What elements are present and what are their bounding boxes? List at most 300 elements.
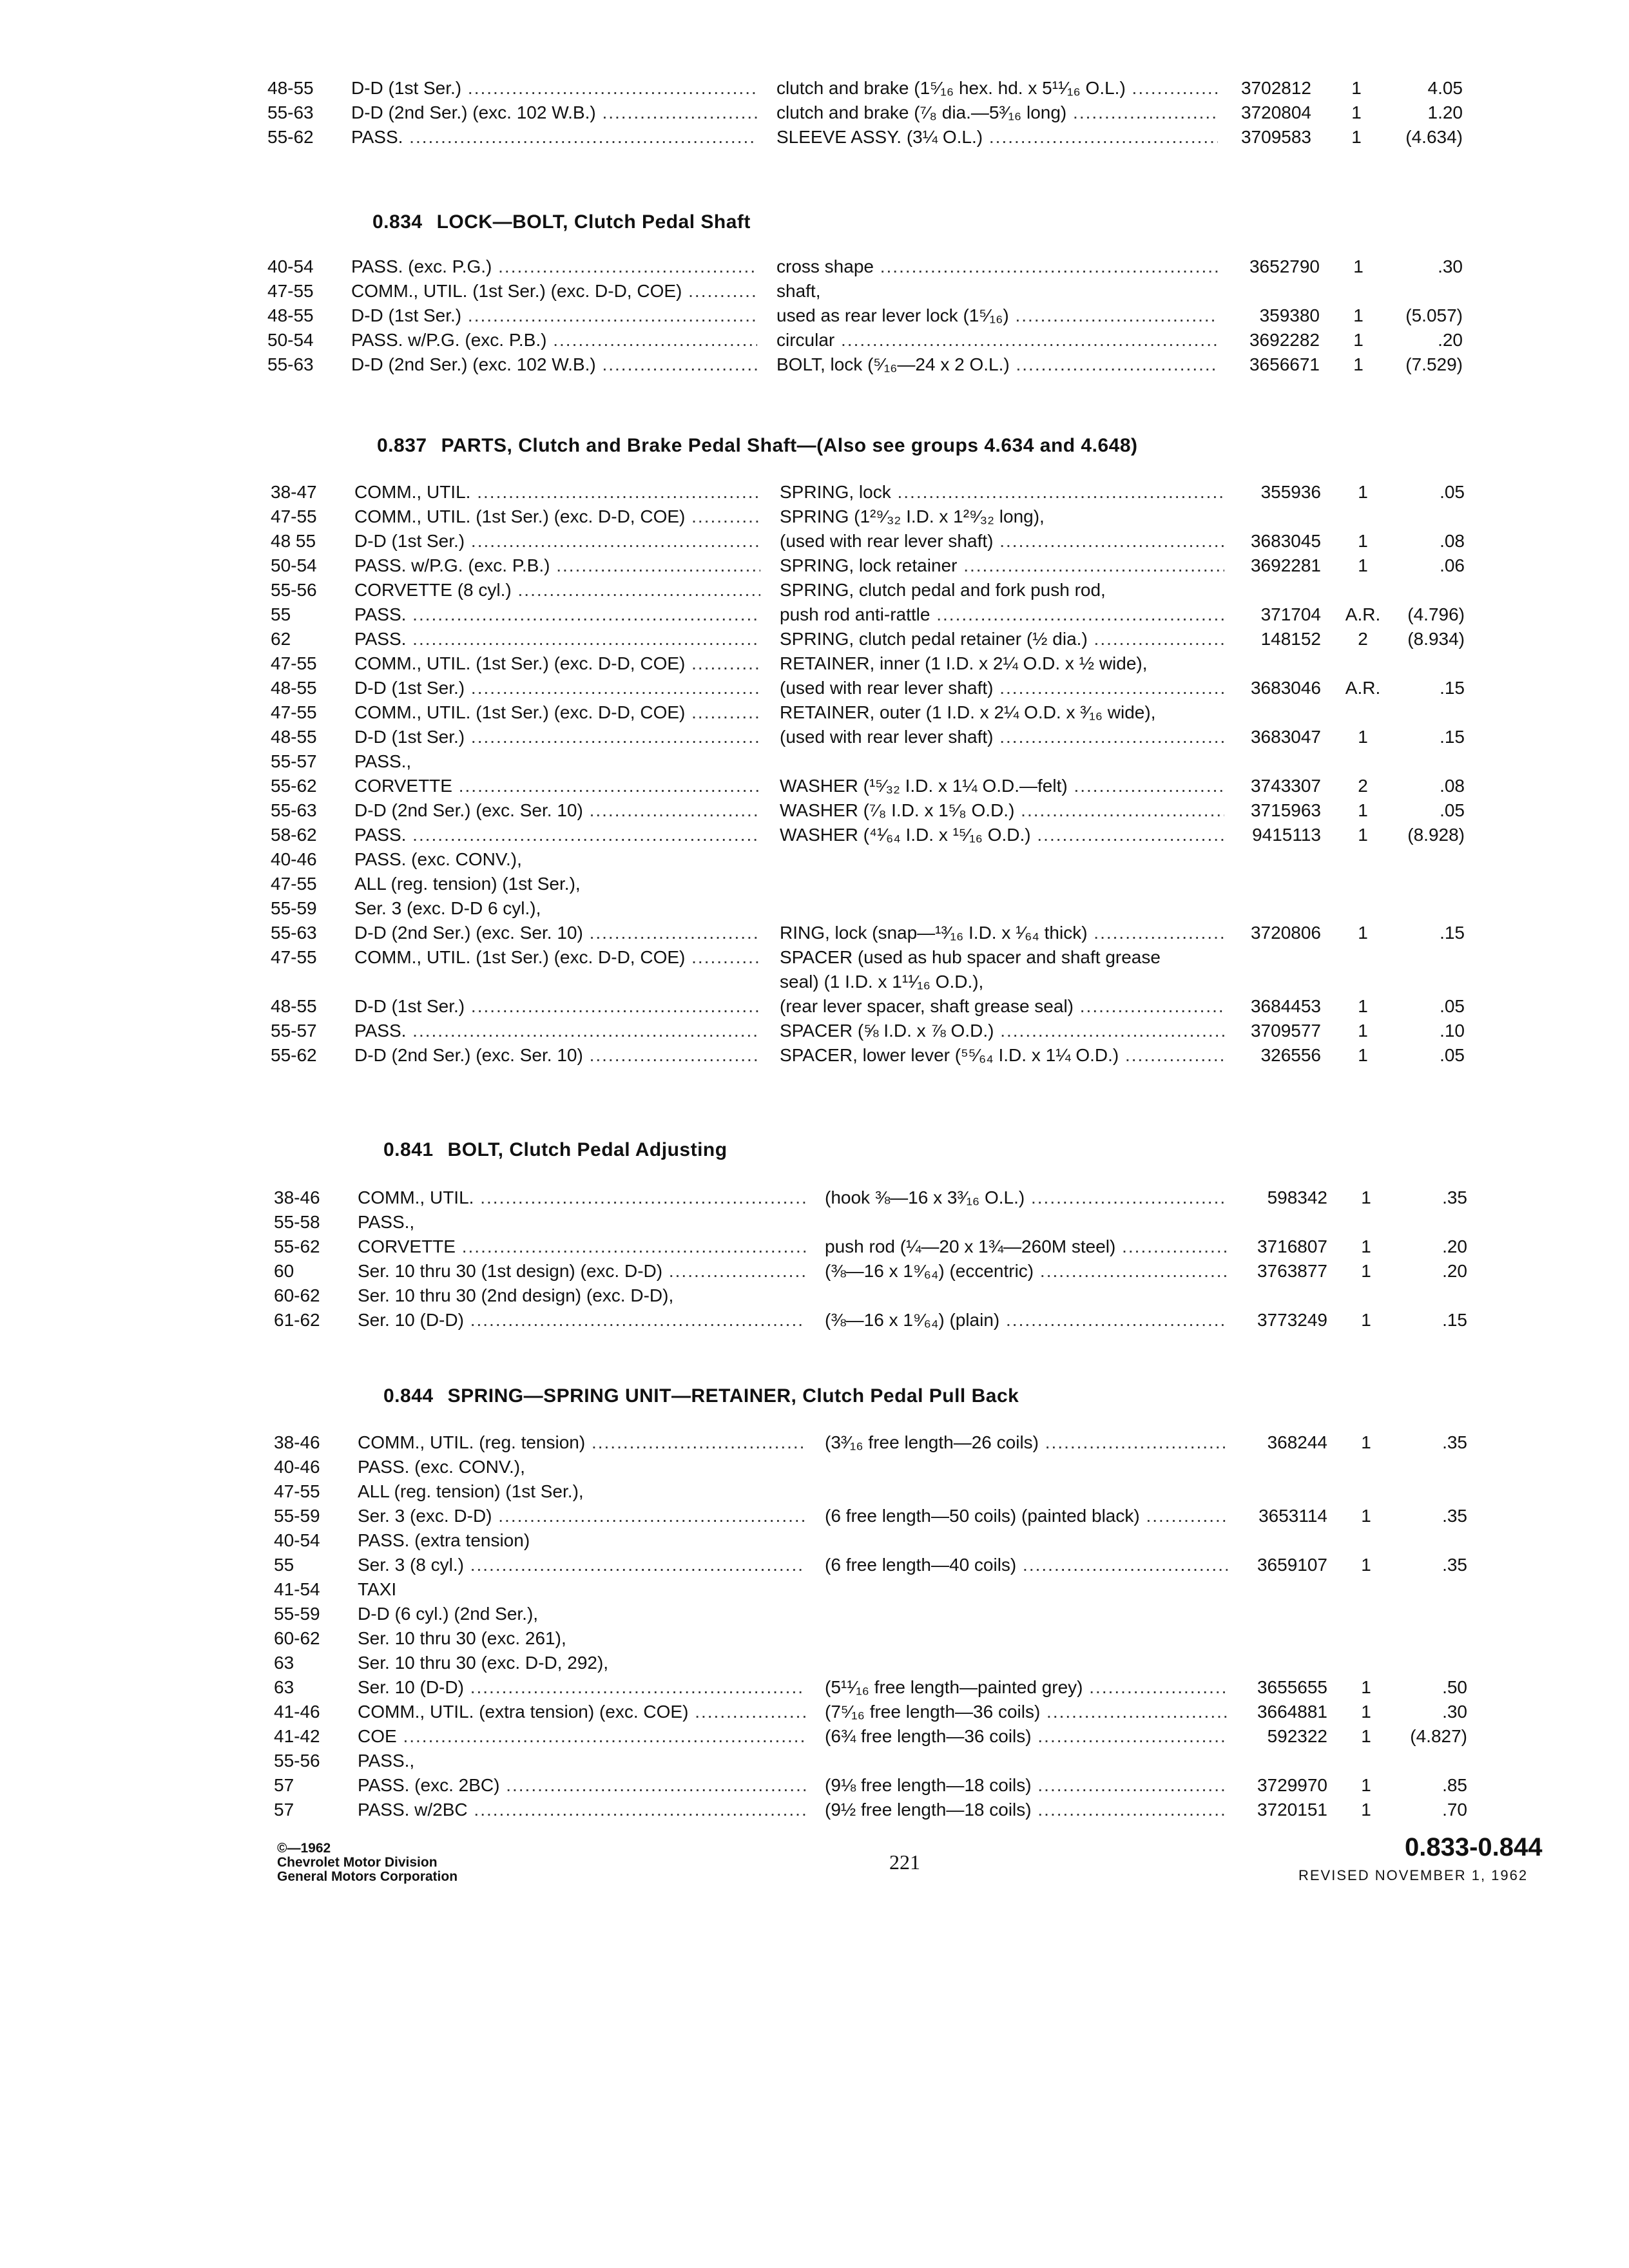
model-cell: Ser. 3 (exc. D-D) ..... <box>358 1504 805 1528</box>
group-cell: .35 <box>1442 1506 1467 1526</box>
description-cell: (used with rear lever shaft) ..... <box>780 529 1224 553</box>
quantity-cell: 1 <box>1358 482 1368 502</box>
parts-row <box>274 1577 1577 1602</box>
description-cell: cross shape ..... <box>776 255 1218 279</box>
model-cell: PASS. ..... <box>351 125 757 149</box>
description-cell: seal) (1 I.D. x 1¹¹⁄₁₆ O.D.), <box>780 972 984 992</box>
group-cell: .35 <box>1442 1187 1467 1207</box>
parts-row <box>271 505 1577 529</box>
parts-row <box>274 1430 1577 1455</box>
part-number-cell: 592322 <box>1267 1726 1327 1746</box>
description-cell: circular ..... <box>776 328 1218 352</box>
model-cell: Ser. 10 (D-D) ..... <box>358 1308 805 1332</box>
description-cell: (6¾ free length—36 coils) ..... <box>825 1724 1228 1749</box>
quantity-cell: 1 <box>1361 1775 1371 1795</box>
parts-row <box>271 676 1577 700</box>
parts-row <box>271 725 1577 749</box>
quantity-cell: 1 <box>1353 256 1364 276</box>
years-cell: 38-47 <box>271 482 317 502</box>
group-cell: .15 <box>1440 923 1465 943</box>
group-cell: .05 <box>1440 1045 1465 1065</box>
footer-division: Chevrolet Motor Division <box>277 1855 438 1870</box>
model-cell: PASS. (exc. P.G.) ..... <box>351 255 757 279</box>
years-cell: 63 <box>274 1677 294 1697</box>
quantity-cell: 1 <box>1353 354 1364 374</box>
parts-row <box>274 1626 1577 1651</box>
part-number-cell: 3720804 <box>1240 102 1311 122</box>
parts-row <box>274 1724 1577 1749</box>
footer-corporation: General Motors Corporation <box>277 1869 458 1884</box>
description-cell: WASHER (¹⁵⁄₃₂ I.D. x 1¼ O.D.—felt) ..... <box>780 774 1224 798</box>
model-cell: CORVETTE ..... <box>358 1235 805 1259</box>
description-cell: (7⁵⁄₁₆ free length—36 coils) ..... <box>825 1700 1228 1724</box>
part-number-cell: 3720806 <box>1250 923 1321 943</box>
years-cell: 62 <box>271 629 291 649</box>
group-cell: .35 <box>1442 1555 1467 1575</box>
years-cell: 55 <box>274 1555 294 1575</box>
description-cell: (used with rear lever shaft) ..... <box>780 676 1224 700</box>
part-number-cell: 3655655 <box>1257 1677 1327 1697</box>
parts-row <box>267 352 1577 377</box>
quantity-cell: 1 <box>1361 1555 1371 1575</box>
model-cell: PASS. (extra tension) <box>358 1530 530 1550</box>
parts-row <box>274 1210 1577 1235</box>
years-cell: 60 <box>274 1261 294 1281</box>
description-cell: (9½ free length—18 coils) ..... <box>825 1798 1228 1822</box>
years-cell: 40-54 <box>274 1530 320 1550</box>
section-heading: SPRING—SPRING UNIT—RETAINER, Clutch Pedal Pull Back <box>447 1385 1019 1407</box>
parts-row <box>271 774 1577 798</box>
parts-row <box>267 101 1577 125</box>
part-number-cell: 326556 <box>1260 1045 1321 1065</box>
group-cell: .85 <box>1442 1775 1467 1795</box>
model-cell: D-D (1st Ser.) ..... <box>354 676 760 700</box>
years-cell: 48 55 <box>271 531 316 551</box>
parts-row <box>271 651 1577 676</box>
group-cell: .30 <box>1442 1702 1467 1722</box>
model-cell: D-D (2nd Ser.) (exc. Ser. 10) ..... <box>354 1043 760 1068</box>
parts-row <box>267 125 1577 149</box>
quantity-cell: 1 <box>1358 996 1368 1016</box>
group-cell: (8.928) <box>1407 825 1465 845</box>
section-heading: LOCK—BOLT, Clutch Pedal Shaft <box>436 211 751 233</box>
parts-row <box>271 480 1577 505</box>
description-cell: SPRING, lock retainer ..... <box>780 553 1224 578</box>
quantity-cell: 1 <box>1353 330 1364 350</box>
group-cell: 1.20 <box>1427 102 1463 122</box>
years-cell: 47-55 <box>267 281 314 301</box>
quantity-cell: 1 <box>1353 305 1364 325</box>
model-cell: COMM., UTIL. (1st Ser.) (exc. D-D, COE) ..... <box>354 945 760 970</box>
part-number-cell: 3652790 <box>1249 256 1320 276</box>
quantity-cell: 1 <box>1358 555 1368 575</box>
description-cell: (5¹¹⁄₁₆ free length—painted grey) ..... <box>825 1675 1228 1700</box>
model-cell: D-D (2nd Ser.) (exc. Ser. 10) ..... <box>354 798 760 823</box>
years-cell: 48-55 <box>267 78 314 98</box>
parts-row <box>274 1602 1577 1626</box>
parts-row <box>274 1700 1577 1724</box>
model-cell: Ser. 10 thru 30 (1st design) (exc. D-D) ..... <box>358 1259 805 1283</box>
description-cell: push rod (¼—20 x 1¾—260M steel) ..... <box>825 1235 1228 1259</box>
description-cell: (hook ⅜—16 x 3³⁄₁₆ O.L.) ..... <box>825 1186 1228 1210</box>
group-cell: .08 <box>1440 531 1465 551</box>
description-cell: SPRING, clutch pedal retainer (½ dia.) ..... <box>780 627 1224 651</box>
description-cell: WASHER (⁷⁄₈ I.D. x 1⁵⁄₈ O.D.) ..... <box>780 798 1224 823</box>
part-number-cell: 371704 <box>1260 604 1321 624</box>
group-cell: .30 <box>1438 256 1463 276</box>
quantity-cell: 2 <box>1358 776 1368 796</box>
description-cell: SPRING (1²⁹⁄₃₂ I.D. x 1²⁹⁄₃₂ long), <box>780 506 1045 526</box>
part-number-cell: 3683047 <box>1250 727 1321 747</box>
years-cell: 40-54 <box>267 256 314 276</box>
years-cell: 55-59 <box>274 1506 320 1526</box>
model-cell: PASS. (exc. CONV.), <box>354 849 522 869</box>
description-cell: (⅜—16 x 1⁹⁄₆₄) (plain) ..... <box>825 1308 1228 1332</box>
years-cell: 57 <box>274 1775 294 1795</box>
parts-row <box>267 303 1577 328</box>
years-cell: 40-46 <box>274 1457 320 1477</box>
parts-row <box>267 279 1577 303</box>
part-number-cell: 368244 <box>1267 1432 1327 1452</box>
parts-row <box>267 76 1577 101</box>
description-cell: used as rear lever lock (1⁵⁄₁₆) ..... <box>776 303 1218 328</box>
group-cell: .05 <box>1440 482 1465 502</box>
years-cell: 55-59 <box>271 898 317 918</box>
page-number: 221 <box>889 1850 920 1874</box>
part-number-cell: 3763877 <box>1257 1261 1327 1281</box>
description-cell: (⅜—16 x 1⁹⁄₆₄) (eccentric) ..... <box>825 1259 1228 1283</box>
group-cell: 4.05 <box>1427 78 1463 98</box>
model-cell: TAXI <box>358 1579 397 1599</box>
group-cell: .15 <box>1440 727 1465 747</box>
description-cell: clutch and brake (1⁵⁄₁₆ hex. hd. x 5¹¹⁄₁₆ O.L.) ..... <box>776 76 1218 101</box>
model-cell: D-D (2nd Ser.) (exc. Ser. 10) ..... <box>354 921 760 945</box>
years-cell: 48-55 <box>267 305 314 325</box>
part-number-cell: 3684453 <box>1250 996 1321 1016</box>
group-cell: .20 <box>1442 1236 1467 1256</box>
model-cell: PASS. w/2BC ..... <box>358 1798 805 1822</box>
part-number-cell: 3692281 <box>1250 555 1321 575</box>
parts-row <box>271 921 1577 945</box>
quantity-cell: 1 <box>1361 1310 1371 1330</box>
part-number-cell: 9415113 <box>1252 825 1321 845</box>
years-cell: 60-62 <box>274 1628 320 1648</box>
model-cell: COMM., UTIL. ..... <box>358 1186 805 1210</box>
part-number-cell: 3659107 <box>1257 1555 1327 1575</box>
model-cell: Ser. 10 thru 30 (2nd design) (exc. D-D), <box>358 1285 674 1305</box>
years-cell: 55-63 <box>271 923 317 943</box>
group-cell: .05 <box>1440 996 1465 1016</box>
quantity-cell: A.R. <box>1345 604 1381 624</box>
group-cell: (4.796) <box>1407 604 1465 624</box>
quantity-cell: 1 <box>1358 923 1368 943</box>
model-cell: Ser. 10 thru 30 (exc. 261), <box>358 1628 566 1648</box>
group-cell: .20 <box>1442 1261 1467 1281</box>
parts-row <box>274 1504 1577 1528</box>
group-range: 0.833-0.844 <box>1405 1833 1543 1861</box>
years-cell: 55 <box>271 604 291 624</box>
section-number: 0.844 <box>383 1385 434 1407</box>
quantity-cell: 1 <box>1351 102 1362 122</box>
model-cell: D-D (1st Ser.) ..... <box>354 529 760 553</box>
description-cell: SPACER (⅝ I.D. x ⅞ O.D.) ..... <box>780 1019 1224 1043</box>
parts-row <box>274 1308 1577 1332</box>
years-cell: 55-56 <box>274 1751 320 1771</box>
years-cell: 47-55 <box>271 653 317 673</box>
section-title <box>383 1139 728 1161</box>
part-number-cell: 3656671 <box>1249 354 1320 374</box>
model-cell: Ser. 3 (exc. D-D 6 cyl.), <box>354 898 541 918</box>
part-number-cell: 3773249 <box>1257 1310 1327 1330</box>
group-cell: .08 <box>1440 776 1465 796</box>
quantity-cell: A.R. <box>1345 678 1381 698</box>
quantity-cell: 1 <box>1361 1677 1371 1697</box>
parts-row <box>271 578 1577 602</box>
model-cell: D-D (2nd Ser.) (exc. 102 W.B.) ..... <box>351 101 757 125</box>
years-cell: 63 <box>274 1653 294 1673</box>
model-cell: PASS. (exc. 2BC) ..... <box>358 1773 805 1798</box>
part-number-cell: 359380 <box>1259 305 1320 325</box>
years-cell: 55-62 <box>271 776 317 796</box>
parts-row <box>274 1455 1577 1479</box>
years-cell: 55-62 <box>271 1045 317 1065</box>
section-heading: PARTS, Clutch and Brake Pedal Shaft—(Also see groups 4.634 and 4.648) <box>441 435 1138 456</box>
model-cell: COMM., UTIL. (1st Ser.) (exc. D-D, COE) ..... <box>351 279 757 303</box>
group-cell: (8.934) <box>1407 629 1465 649</box>
parts-row <box>274 1283 1577 1308</box>
quantity-cell: 1 <box>1361 1506 1371 1526</box>
model-cell: PASS. ..... <box>354 602 760 627</box>
quantity-cell: 1 <box>1361 1261 1371 1281</box>
model-cell: D-D (6 cyl.) (2nd Ser.), <box>358 1604 539 1624</box>
group-cell: .05 <box>1440 800 1465 820</box>
model-cell: PASS. w/P.G. (exc. P.B.) ..... <box>354 553 760 578</box>
parts-row <box>271 749 1577 774</box>
quantity-cell: 1 <box>1361 1800 1371 1820</box>
model-cell: PASS. ..... <box>354 627 760 651</box>
quantity-cell: 1 <box>1358 1021 1368 1041</box>
model-cell: COE ..... <box>358 1724 805 1749</box>
model-cell: ALL (reg. tension) (1st Ser.), <box>354 874 581 894</box>
years-cell: 50-54 <box>271 555 317 575</box>
model-cell: PASS., <box>354 751 412 771</box>
footer-copyright: ©—1962 <box>277 1841 331 1856</box>
parts-row <box>267 255 1577 279</box>
parts-row <box>271 627 1577 651</box>
parts-row <box>274 1773 1577 1798</box>
part-number-cell: 3653114 <box>1258 1506 1327 1526</box>
years-cell: 41-46 <box>274 1702 320 1722</box>
years-cell: 47-55 <box>271 874 317 894</box>
description-cell: (rear lever spacer, shaft grease seal) ..... <box>780 994 1224 1019</box>
parts-row <box>271 602 1577 627</box>
years-cell: 60-62 <box>274 1285 320 1305</box>
model-cell: COMM., UTIL. (1st Ser.) (exc. D-D, COE) ..... <box>354 505 760 529</box>
section-number: 0.841 <box>383 1139 434 1160</box>
description-cell: (9⅛ free length—18 coils) ..... <box>825 1773 1228 1798</box>
years-cell: 48-55 <box>271 678 317 698</box>
description-cell: SPACER (used as hub spacer and shaft grease <box>780 947 1161 967</box>
model-cell: PASS. ..... <box>354 1019 760 1043</box>
parts-row <box>271 847 1577 872</box>
model-cell: D-D (1st Ser.) ..... <box>354 994 760 1019</box>
parts-row <box>271 970 1577 994</box>
model-cell: COMM., UTIL. (extra tension) (exc. COE) ..... <box>358 1700 805 1724</box>
description-cell: (6 free length—50 coils) (painted black) ..... <box>825 1504 1228 1528</box>
group-cell: .15 <box>1440 678 1465 698</box>
group-cell: (7.529) <box>1405 354 1463 374</box>
years-cell: 57 <box>274 1800 294 1820</box>
model-cell: D-D (1st Ser.) ..... <box>351 303 757 328</box>
years-cell: 55-63 <box>267 354 314 374</box>
description-cell: BOLT, lock (⁵⁄₁₆—24 x 2 O.L.) ..... <box>776 352 1218 377</box>
years-cell: 55-62 <box>267 127 314 147</box>
revised-date: REVISED NOVEMBER 1, 1962 <box>1298 1867 1528 1883</box>
part-number-cell: 3664881 <box>1257 1702 1327 1722</box>
model-cell: D-D (1st Ser.) ..... <box>354 725 760 749</box>
part-number-cell: 3709583 <box>1240 127 1311 147</box>
parts-row <box>274 1186 1577 1210</box>
parts-row <box>274 1675 1577 1700</box>
years-cell: 47-55 <box>271 947 317 967</box>
quantity-cell: 1 <box>1358 1045 1368 1065</box>
years-cell: 41-42 <box>274 1726 320 1746</box>
parts-row <box>274 1749 1577 1773</box>
model-cell: COMM., UTIL. (1st Ser.) (exc. D-D, COE) ..... <box>354 700 760 725</box>
years-cell: 55-62 <box>274 1236 320 1256</box>
quantity-cell: 1 <box>1358 825 1368 845</box>
description-cell: SPRING, lock ..... <box>780 480 1224 505</box>
model-cell: ALL (reg. tension) (1st Ser.), <box>358 1481 584 1501</box>
parts-row <box>271 872 1577 896</box>
model-cell: CORVETTE ..... <box>354 774 760 798</box>
years-cell: 48-55 <box>271 996 317 1016</box>
model-cell: D-D (1st Ser.) ..... <box>351 76 757 101</box>
model-cell: Ser. 10 (D-D) ..... <box>358 1675 805 1700</box>
section-heading: BOLT, Clutch Pedal Adjusting <box>447 1139 728 1160</box>
quantity-cell: 1 <box>1361 1726 1371 1746</box>
part-number-cell: 3716807 <box>1257 1236 1327 1256</box>
footer-publisher <box>277 1841 458 1884</box>
model-cell: Ser. 10 thru 30 (exc. D-D, 292), <box>358 1653 609 1673</box>
quantity-cell: 1 <box>1358 800 1368 820</box>
part-number-cell: 3715963 <box>1250 800 1321 820</box>
years-cell: 38-46 <box>274 1187 320 1207</box>
section-number: 0.837 <box>377 435 427 456</box>
years-cell: 61-62 <box>274 1310 320 1330</box>
parts-row <box>274 1259 1577 1283</box>
model-cell: PASS., <box>358 1212 415 1232</box>
quantity-cell: 1 <box>1361 1702 1371 1722</box>
part-number-cell: 3683046 <box>1250 678 1321 698</box>
parts-row <box>271 798 1577 823</box>
parts-row <box>274 1798 1577 1822</box>
part-number-cell: 148152 <box>1260 629 1321 649</box>
years-cell: 55-59 <box>274 1604 320 1624</box>
years-cell: 55-63 <box>267 102 314 122</box>
years-cell: 55-58 <box>274 1212 320 1232</box>
group-cell: (5.057) <box>1405 305 1463 325</box>
model-cell: D-D (2nd Ser.) (exc. 102 W.B.) ..... <box>351 352 757 377</box>
model-cell: COMM., UTIL. (reg. tension) ..... <box>358 1430 805 1455</box>
part-number-cell: 3692282 <box>1249 330 1320 350</box>
description-cell: WASHER (⁴¹⁄₆₄ I.D. x ¹⁵⁄₁₆ O.D.) ..... <box>780 823 1224 847</box>
parts-row <box>271 994 1577 1019</box>
years-cell: 41-54 <box>274 1579 320 1599</box>
model-cell: PASS. ..... <box>354 823 760 847</box>
part-number-cell: 3720151 <box>1257 1800 1327 1820</box>
description-cell: SPACER, lower lever (⁵⁵⁄₆₄ I.D. x 1¼ O.D.) ..... <box>780 1043 1224 1068</box>
group-cell: (4.827) <box>1410 1726 1467 1746</box>
parts-row <box>271 945 1577 970</box>
description-cell: clutch and brake (⁷⁄₈ dia.—5³⁄₁₆ long) ..... <box>776 101 1218 125</box>
parts-row <box>271 1043 1577 1068</box>
parts-row <box>274 1235 1577 1259</box>
description-cell: SPRING, clutch pedal and fork push rod, <box>780 580 1106 600</box>
parts-row <box>274 1479 1577 1504</box>
description-cell: RETAINER, inner (1 I.D. x 2¼ O.D. x ½ wide), <box>780 653 1148 673</box>
years-cell: 38-46 <box>274 1432 320 1452</box>
parts-row <box>271 896 1577 921</box>
parts-row <box>271 529 1577 553</box>
years-cell: 55-57 <box>271 1021 317 1041</box>
description-cell: (3³⁄₁₆ free length—26 coils) ..... <box>825 1430 1228 1455</box>
years-cell: 47-55 <box>271 702 317 722</box>
part-number-cell: 3729970 <box>1257 1775 1327 1795</box>
description-cell: RETAINER, outer (1 I.D. x 2¼ O.D. x ³⁄₁₆ wide), <box>780 702 1156 722</box>
section-title <box>377 435 1138 457</box>
model-cell: PASS. (exc. CONV.), <box>358 1457 525 1477</box>
model-cell: COMM., UTIL. (1st Ser.) (exc. D-D, COE) ..... <box>354 651 760 676</box>
group-cell: .10 <box>1440 1021 1465 1041</box>
quantity-cell: 1 <box>1361 1432 1371 1452</box>
years-cell: 55-57 <box>271 751 317 771</box>
model-cell: Ser. 3 (8 cyl.) ..... <box>358 1553 805 1577</box>
model-cell: CORVETTE (8 cyl.) ..... <box>354 578 760 602</box>
parts-row <box>271 823 1577 847</box>
years-cell: 40-46 <box>271 849 317 869</box>
part-number-cell: 3743307 <box>1250 776 1321 796</box>
years-cell: 47-55 <box>274 1481 320 1501</box>
parts-row <box>271 1019 1577 1043</box>
model-cell: PASS., <box>358 1751 415 1771</box>
group-cell: .15 <box>1442 1310 1467 1330</box>
years-cell: 58-62 <box>271 825 317 845</box>
model-cell: PASS. w/P.G. (exc. P.B.) ..... <box>351 328 757 352</box>
part-number-cell: 355936 <box>1260 482 1321 502</box>
parts-row <box>274 1651 1577 1675</box>
years-cell: 50-54 <box>267 330 314 350</box>
section-title <box>383 1385 1019 1407</box>
description-cell: SLEEVE ASSY. (3¼ O.L.) ..... <box>776 125 1218 149</box>
part-number-cell: 3709577 <box>1250 1021 1321 1041</box>
quantity-cell: 1 <box>1361 1236 1371 1256</box>
group-cell: (4.634) <box>1405 127 1463 147</box>
parts-row <box>271 553 1577 578</box>
years-cell: 48-55 <box>271 727 317 747</box>
part-number-cell: 3683045 <box>1250 531 1321 551</box>
group-cell: .70 <box>1442 1800 1467 1820</box>
group-cell: .06 <box>1440 555 1465 575</box>
section-number: 0.834 <box>372 211 423 233</box>
description-cell: (used with rear lever shaft) ..... <box>780 725 1224 749</box>
description-cell: RING, lock (snap—¹³⁄₁₆ I.D. x ¹⁄₆₄ thick) ..... <box>780 921 1224 945</box>
quantity-cell: 1 <box>1361 1187 1371 1207</box>
group-cell: .50 <box>1442 1677 1467 1697</box>
years-cell: 55-56 <box>271 580 317 600</box>
years-cell: 55-63 <box>271 800 317 820</box>
description-cell: shaft, <box>776 281 821 301</box>
